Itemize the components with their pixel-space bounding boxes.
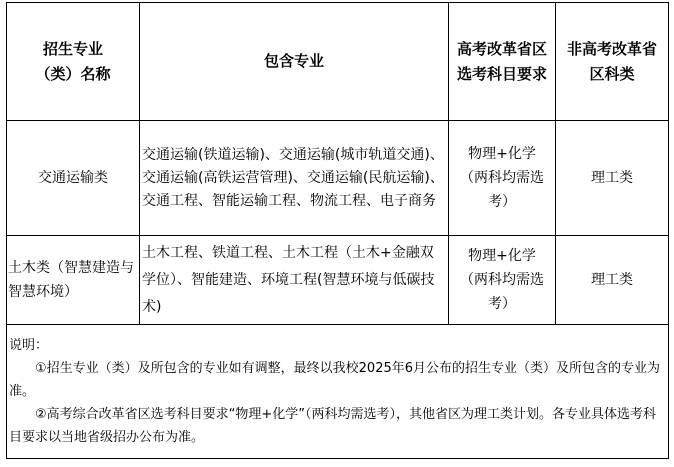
row-majors: 交通运输(铁道运输)、交通运输(城市轨道交通)、交通运输(高铁运营管理)、交通运输(民航运输)、交通工程、智能运输工程、物流工程、电子商务 (140, 121, 449, 236)
table-row (7, 236, 669, 325)
admission-table-wrapper (6, 2, 668, 459)
header-category-text: 招生专业（类）名称 (35, 39, 111, 83)
notes-cell (7, 325, 669, 459)
header-nonreform-text: 非高考改革省区科类 (566, 39, 657, 83)
notes-row (7, 325, 669, 459)
header-category (7, 3, 140, 121)
header-row (7, 3, 669, 121)
header-reform-req-text: 高考改革省区选考科目要求 (456, 39, 547, 83)
header-included-text: 包含专业 (263, 52, 324, 70)
header-reform-req (449, 3, 556, 121)
table-row (7, 121, 669, 236)
row-nonreform: 理工类 (556, 236, 669, 325)
header-included (140, 3, 449, 121)
row-majors: 土木工程、铁道工程、土木工程（土木+金融双学位）、智能建造、环境工程(智慧环境与低碳技术) (140, 236, 449, 325)
row-reform-req (449, 121, 556, 236)
row-reform-req-text: 物理+化学（两科均需选考） (460, 248, 544, 312)
row-reform-req (449, 236, 556, 325)
row-name (7, 236, 140, 325)
row-nonreform: 理工类 (556, 121, 669, 236)
note-2: ②高考综合改革省区选考科目要求“物理+化学”（两科均需选考），其他省区为理工类计划。各专业具体选考科目要求以当地省级招办公布为准。 (9, 407, 657, 445)
row-name: 交通运输类 (7, 121, 140, 236)
row-name-text: 土木类（智慧建造与智慧环境） (8, 260, 134, 300)
note-1: ①招生专业（类）及所包含的专业如有调整，最终以我校2025年6月公布的招生专业（类）及所包含的专业为准。 (9, 361, 661, 399)
admission-table (6, 2, 669, 459)
header-nonreform (556, 3, 669, 121)
row-reform-req-text: 物理+化学（两科均需选考） (460, 146, 544, 210)
notes-title: 说明： (9, 338, 49, 353)
